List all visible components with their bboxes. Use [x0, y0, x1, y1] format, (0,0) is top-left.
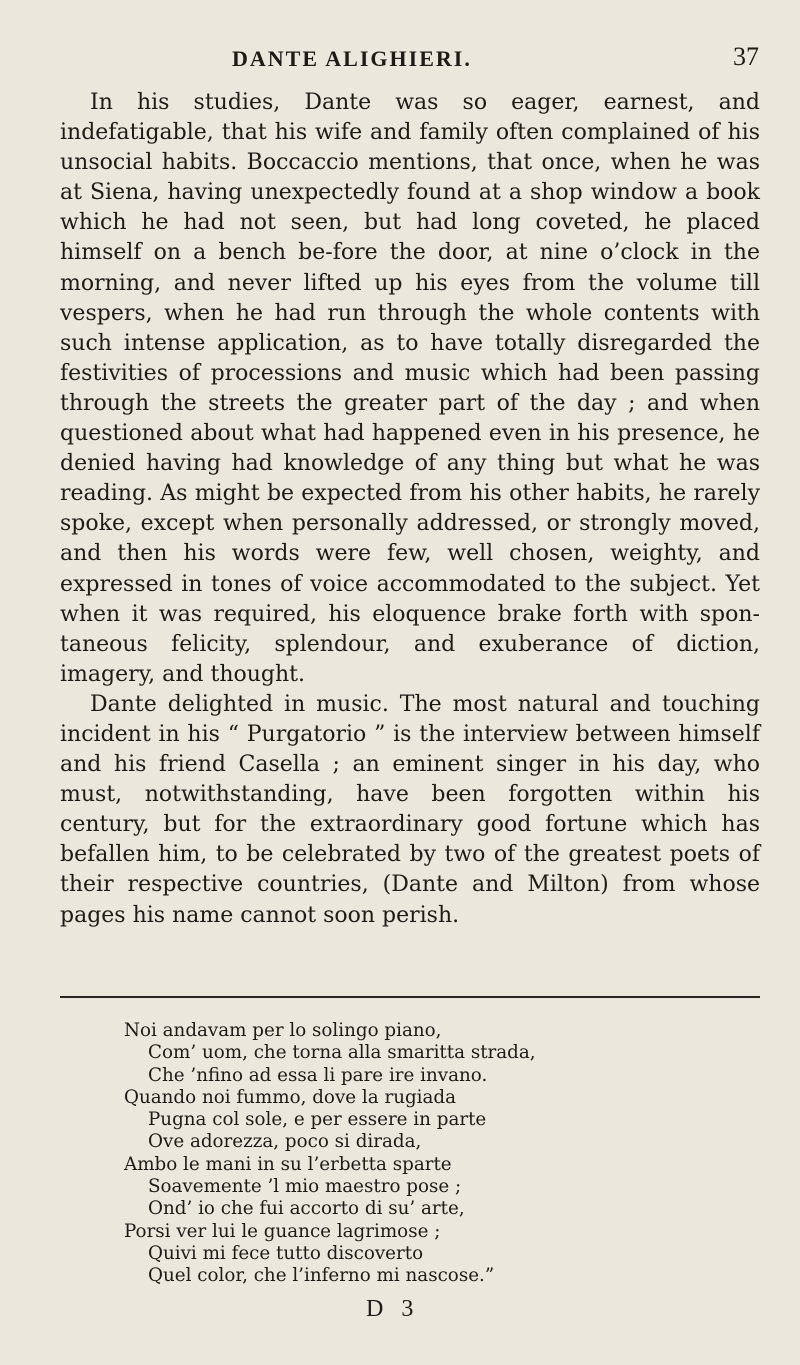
verse-line: Ambo le mani in su l’erbetta sparte [124, 1153, 452, 1175]
verse-line: Ove adorezza, poco si dirada, [148, 1131, 422, 1153]
paragraph-studies: In his studies, Dante was so eager, earnest, and indefatigable, that his wife and family often complained of his unsocial habits. Boccaccio mentions, that once, when he was at Siena, having unexpectedly found at a shop window a book which he had not seen, but had long coveted, he placed himself on a bench be-fore the door, at nine o’clock in the morning, and never lifted up his eyes from the volume till vespers, when he had run through the whole contents with such intense application, as to have totally disregarded the festivities of processions and music which had been passing through the streets the greater part of the day ; and when questioned about what had happened even in his presence, he denied having had knowledge of any thing but what he was reading. As might be expected from his other habits, he rarely spoke, except when personally addressed, or strongly moved, and then his words were few, well chosen, weighty, and expressed in tones of voice accommodated to the subject. Yet when it was required, his eloquence brake forth with spon-taneous felicity, splendour, and exuberance of diction, imagery, and thought. [60, 90, 760, 687]
signature-mark: D 3 [366, 1296, 420, 1322]
running-title: DANTE ALIGHIERI. [232, 46, 472, 71]
verse-line: Porsi ver lui le guance lagrimose ; [124, 1220, 441, 1242]
verse-line: Pugna col sole, e per essere in parte [148, 1109, 487, 1131]
separator-rule [60, 996, 760, 998]
verse-line: Quel color, che l’inferno mi nascose.” [148, 1265, 495, 1287]
page-number: 37 [733, 42, 759, 71]
verse-quotation [0, 1020, 800, 1288]
verse-line: Quivi mi fece tutto discoverto [148, 1242, 424, 1264]
verse-line: Che ’nfino ad essa li pare ire invano. [148, 1064, 488, 1086]
verse-line: Soavemente ’l mio maestro pose ; [148, 1176, 462, 1198]
prose-body [60, 88, 760, 931]
paragraph-music: Dante delighted in music. The most natural and touching incident in his “ Purgatorio ” is the interview between himself and his friend Casella ; an eminent singer in his day, who must, notwithstanding, have been forgotten within his century, but for the extraordinary good fortune which has befallen him, to be celebrated by two of the greatest poets of their respective countries, (Dante and Milton) from whose pages his name cannot soon perish. [60, 691, 760, 928]
verse-line: Noi andavam per lo solingo piano, [124, 1020, 442, 1041]
verse-line: Ond’ io che fui accorto di su’ arte, [148, 1198, 465, 1220]
verse-line: Quando noi fummo, dove la rugiada [124, 1086, 457, 1108]
verse-line: Com’ uom, che torna alla smaritta strada, [148, 1042, 536, 1064]
